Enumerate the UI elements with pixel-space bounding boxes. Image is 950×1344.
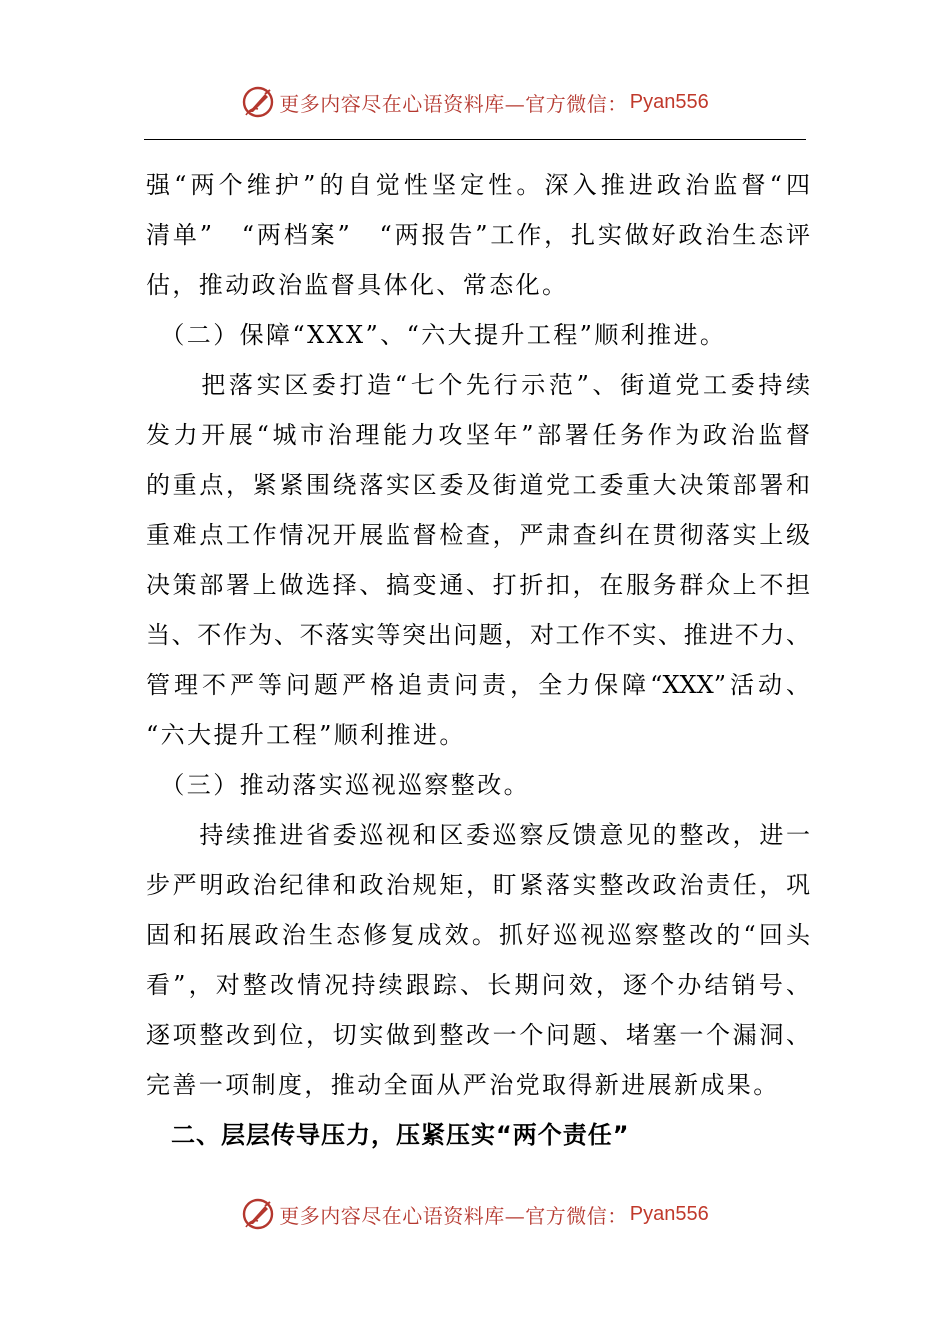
paragraph-line: 重难点工作情况开展监督检查，严肃查纠在贯彻落实上级 xyxy=(146,521,810,549)
section-heading: 二、层层传导压力，压紧压实“两个责任” xyxy=(146,1121,630,1149)
paragraph-line: 清单” “两档案” “两报告”工作，扎实做好政治生态评 xyxy=(146,221,810,249)
paragraph-line: 估，推动政治监督具体化、常态化。 xyxy=(146,271,569,299)
watermark-text: 更多内容尽在心语资料库—官方微信： xyxy=(279,1203,628,1228)
subheading: （二）保障“XXX”、“六大提升工程”顺利推进。 xyxy=(146,321,727,349)
paragraph-line: 看”，对整改情况持续跟踪、长期问效，逐个办结销号、 xyxy=(146,971,810,999)
header-watermark xyxy=(0,80,950,124)
paragraph-line: 把落实区委打造“七个先行示范”、街道党工委持续 xyxy=(146,371,810,399)
paragraph-line: 管理不严等问题严格追责问责，全力保障“XXX”活动、 xyxy=(146,671,810,699)
paragraph-line: 完善一项制度，推动全面从严治党取得新进展新成果。 xyxy=(146,1071,780,1099)
paragraph-line: 发力开展“城市治理能力攻坚年”部署任务作为政治监督 xyxy=(146,421,810,449)
subheading: （三）推动落实巡视巡察整改。 xyxy=(146,771,530,799)
footer-watermark xyxy=(0,1192,950,1236)
quill-pen-logo-icon xyxy=(241,85,275,119)
quill-pen-logo-icon xyxy=(241,1197,275,1231)
paragraph-line: 的重点，紧紧围绕落实区委及街道党工委重大决策部署和 xyxy=(146,471,810,499)
paragraph-line: 固和拓展政治生态修复成效。抓好巡视巡察整改的“回头 xyxy=(146,921,810,949)
paragraph-line: 当、不作为、不落实等突出问题，对工作不实、推进不力、 xyxy=(146,621,812,649)
document-body xyxy=(146,160,810,1160)
paragraph-line: 强“两个维护”的自觉性坚定性。深入推进政治监督“四 xyxy=(146,171,810,199)
watermark-text: 更多内容尽在心语资料库—官方微信： xyxy=(279,91,628,116)
paragraph-line: 步严明政治纪律和政治规矩，盯紧落实整改政治责任，巩 xyxy=(146,871,810,899)
paragraph-line: 决策部署上做选择、搞变通、打折扣，在服务群众上不担 xyxy=(146,571,810,599)
paragraph-line: 逐项整改到位，切实做到整改一个问题、堵塞一个漏洞、 xyxy=(146,1021,810,1049)
paragraph-line: “六大提升工程”顺利推进。 xyxy=(146,721,466,749)
watermark-wechat-id: Pyan556 xyxy=(629,1202,709,1225)
header-rule xyxy=(144,139,806,140)
paragraph-line: 持续推进省委巡视和区委巡察反馈意见的整改，进一 xyxy=(146,821,810,849)
watermark-wechat-id: Pyan556 xyxy=(629,90,709,113)
